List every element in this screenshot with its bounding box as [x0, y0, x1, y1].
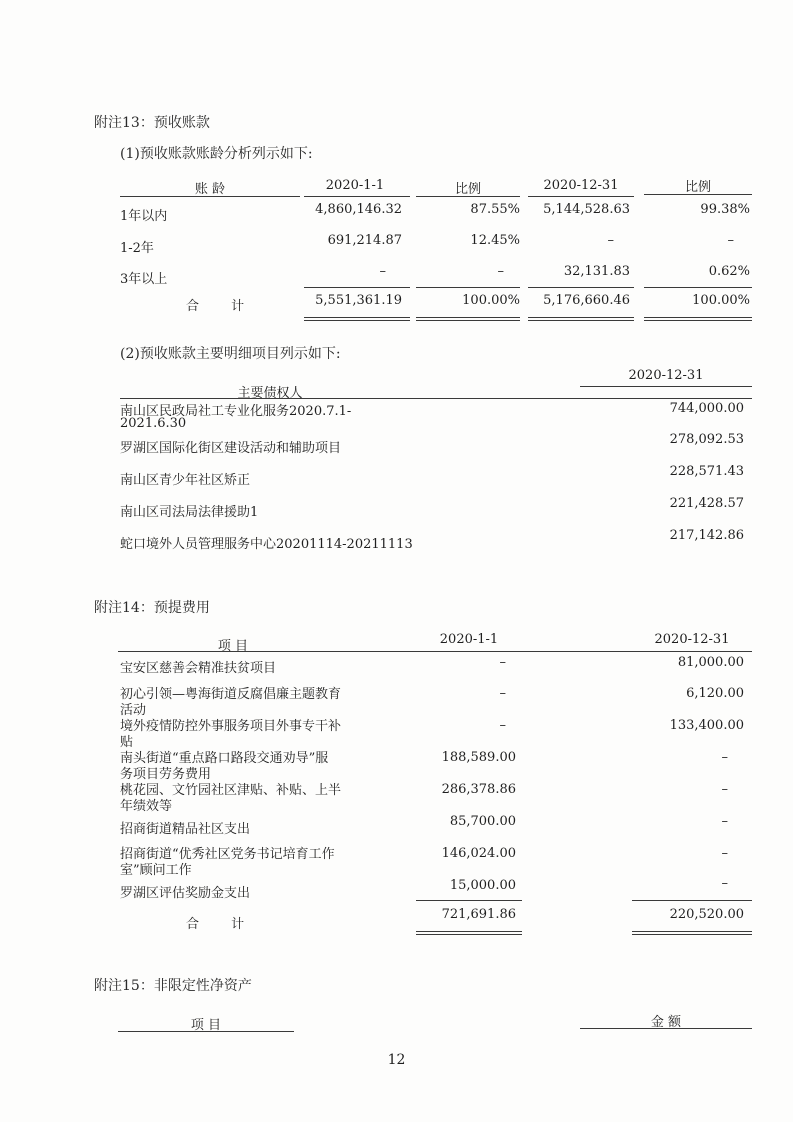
- t3-row-value2: –: [721, 846, 728, 861]
- t1-row-value1: –: [379, 264, 386, 279]
- t3-total-value1: 721,691.86: [441, 907, 516, 922]
- t3-total-rule: [632, 900, 752, 901]
- t1-header-age: 账 龄: [194, 182, 226, 197]
- t1-row-ratio2: 0.62%: [708, 264, 750, 279]
- t2-row-label: 罗湖区国际化街区建设活动和辅助项目: [120, 441, 342, 456]
- t3-row-label: 桃花园、文竹园社区津贴、补贴、上半: [120, 783, 342, 798]
- t3-row-label: 宝安区慈善会精准扶贫项目: [120, 661, 277, 676]
- t1-row-ratio2: 99.38%: [700, 202, 750, 217]
- t1-row-ratio2: –: [727, 233, 734, 248]
- t3-row-value2: –: [721, 876, 728, 891]
- t4-header-item: 项 目: [190, 1018, 222, 1033]
- note13-subtitle-1: (1)预收账款账龄分析列示如下:: [120, 146, 313, 162]
- note13-title: 附注13：预收账款: [94, 115, 210, 131]
- t1-row-ratio1: 87.55%: [470, 202, 520, 217]
- t1-header-rule: [120, 196, 300, 197]
- t1-double-rule: [644, 317, 752, 321]
- t1-total-rule: [528, 287, 634, 288]
- t3-total-rule: [416, 900, 522, 901]
- t3-total-value2: 220,520.00: [669, 907, 744, 922]
- t1-row-ratio1: 12.45%: [470, 233, 520, 248]
- t1-total-ratio1: 100.00%: [462, 293, 520, 308]
- t3-row-value1: 146,024.00: [441, 846, 516, 861]
- t3-header-date1: 2020-1-1: [439, 632, 499, 647]
- t3-row-label-cont: 务项目劳务费用: [120, 767, 212, 782]
- t4-header-amount: 金 额: [650, 1015, 682, 1030]
- t3-header-rule: [118, 651, 752, 652]
- t1-total-rule: [416, 287, 520, 288]
- t1-double-rule: [304, 317, 410, 321]
- t3-row-label-cont: 年绩效等: [120, 799, 173, 814]
- t1-total-rule: [304, 287, 410, 288]
- t3-row-value1: 286,378.86: [441, 782, 516, 797]
- t1-row-ratio1: –: [497, 264, 504, 279]
- t1-row-value1: 4,860,146.32: [315, 202, 402, 217]
- t2-row-label: 蛇口境外人员管理服务中心20201114-20211113: [120, 537, 413, 552]
- t3-row-value2: 133,400.00: [669, 718, 744, 733]
- t1-row-label: 3年以上: [120, 272, 168, 287]
- t3-total-label: 合 计: [186, 917, 259, 932]
- t3-row-label-cont: 活动: [120, 703, 147, 718]
- t1-double-rule: [528, 317, 634, 321]
- t1-header-ratio1: 比例: [454, 182, 481, 197]
- t3-row-value1: –: [499, 655, 506, 670]
- t1-header-rule: [644, 194, 752, 195]
- t3-row-label: 招商街道“优秀社区党务书记培育工作: [120, 847, 335, 862]
- t3-row-value2: –: [721, 814, 728, 829]
- t4-header-rule: [580, 1028, 752, 1029]
- t1-row-value2: 32,131.83: [563, 264, 630, 279]
- t1-header-rule: [416, 196, 520, 197]
- t3-row-label-cont: 室”顾问工作: [120, 863, 192, 878]
- t1-total-value2: 5,176,660.46: [543, 293, 630, 308]
- t2-header-creditor: 主要债权人: [237, 386, 303, 401]
- t1-header-date1: 2020-1-1: [325, 178, 385, 193]
- t2-row-label: 南山区青少年社区矫正: [120, 473, 251, 488]
- t3-row-value1: –: [499, 718, 506, 733]
- t1-header-rule: [304, 196, 410, 197]
- t2-row-label-cont: 2021.6.30: [120, 416, 187, 431]
- t3-row-label: 罗湖区评估奖励金支出: [120, 886, 251, 901]
- t3-row-value2: –: [721, 750, 728, 765]
- t3-row-value2: 6,120.00: [686, 686, 744, 701]
- t3-row-label-cont: 贴: [120, 735, 134, 750]
- note14-title: 附注14：预提费用: [94, 600, 210, 616]
- t3-row-value1: 188,589.00: [441, 750, 516, 765]
- t1-row-value2: 5,144,528.63: [543, 202, 630, 217]
- t2-row-value: 221,428.57: [669, 496, 744, 511]
- note13-subtitle-2: (2)预收账款主要明细项目列示如下:: [120, 346, 341, 362]
- t2-header-rule: [580, 386, 752, 387]
- t3-row-value1: 15,000.00: [449, 878, 516, 893]
- t2-row-label: 南山区民政局社工专业化服务2020.7.1-: [120, 404, 352, 419]
- t3-row-value2: –: [721, 782, 728, 797]
- note15-title: 附注15：非限定性净资产: [94, 978, 252, 994]
- t2-row-label: 南山区司法局法律援助1: [120, 505, 259, 520]
- t4-header-rule: [118, 1031, 294, 1032]
- t1-row-value2: –: [607, 233, 614, 248]
- t1-row-label: 1-2年: [120, 241, 154, 256]
- t3-row-value1: –: [499, 686, 506, 701]
- t2-row-value: 744,000.00: [669, 401, 744, 416]
- t1-row-value1: 691,214.87: [327, 233, 402, 248]
- t1-total-label: 合 计: [186, 299, 259, 314]
- t1-total-rule: [644, 287, 752, 288]
- t3-row-value1: 85,700.00: [449, 814, 516, 829]
- t1-row-label: 1年以内: [120, 209, 168, 224]
- t3-double-rule: [632, 931, 752, 935]
- t2-row-value: 217,142.86: [669, 528, 744, 543]
- t1-total-ratio2: 100.00%: [692, 293, 750, 308]
- t3-row-value2: 81,000.00: [677, 655, 744, 670]
- t3-row-label: 境外疫情防控外事服务项目外事专干补: [120, 719, 342, 734]
- t2-header-rule: [120, 398, 752, 399]
- t1-header-rule: [528, 196, 634, 197]
- t3-row-label: 初心引领—粤海街道反腐倡廉主题教育: [120, 687, 342, 702]
- t3-header-item: 项 目: [217, 639, 249, 654]
- t3-double-rule: [416, 931, 522, 935]
- t1-header-ratio2: 比例: [684, 180, 711, 195]
- t3-row-label: 南头街道“重点路口路段交通劝导”服: [120, 751, 329, 766]
- t2-row-value: 278,092.53: [669, 432, 744, 447]
- page-number: 12: [387, 1052, 406, 1068]
- t2-header-date: 2020-12-31: [628, 368, 704, 383]
- t1-total-value1: 5,551,361.19: [315, 293, 402, 308]
- t3-row-label: 招商街道精品社区支出: [120, 822, 251, 837]
- t2-row-value: 228,571.43: [669, 464, 744, 479]
- t1-header-date2: 2020-12-31: [543, 178, 619, 193]
- t1-double-rule: [416, 317, 520, 321]
- t3-header-date2: 2020-12-31: [654, 632, 730, 647]
